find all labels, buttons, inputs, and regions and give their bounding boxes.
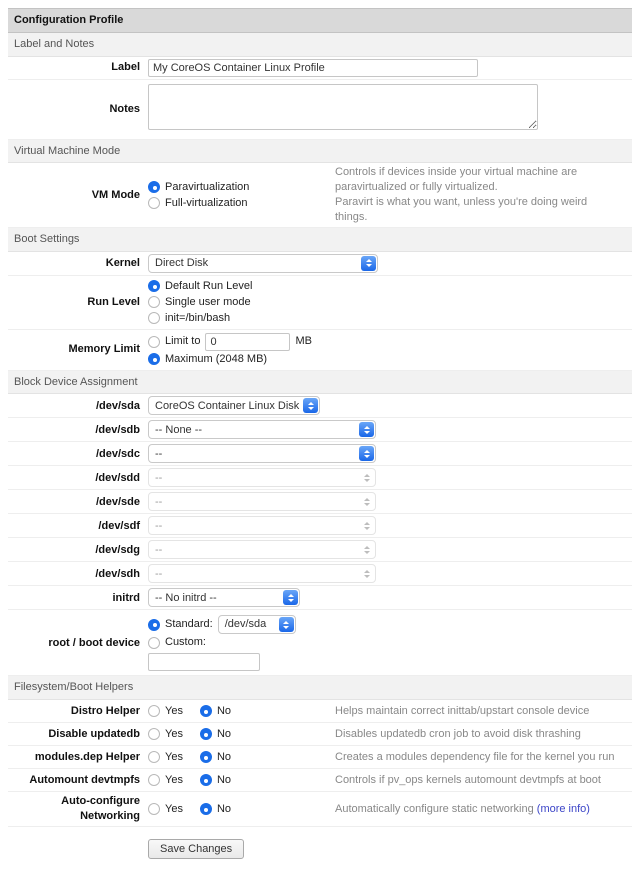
select-stepper-icon bbox=[359, 446, 374, 461]
sdf-select: -- bbox=[148, 516, 376, 535]
block-device-row-sdd bbox=[8, 466, 632, 490]
section-boot-settings: Boot Settings bbox=[8, 228, 632, 252]
automount-devtmpfs-row bbox=[8, 769, 632, 792]
sde-select: -- bbox=[148, 492, 376, 511]
configuration-profile-form bbox=[8, 8, 632, 867]
more-info-link[interactable]: (more info) bbox=[536, 802, 590, 815]
save-changes-button[interactable]: Save Changes bbox=[148, 839, 244, 859]
distro-helper-help: Helps maintain correct inittab/upstart console device bbox=[335, 704, 590, 717]
custom-device-input[interactable] bbox=[148, 653, 260, 671]
run-level-option-init-bash[interactable]: init=/bin/bash bbox=[148, 311, 335, 326]
vm-mode-help: Controls if devices inside your virtual machine are paravirtualized or fully virtualized. Paravirt is what you want, unless you're doing weird things. bbox=[335, 166, 588, 223]
device-label-sdh: /dev/sdh bbox=[95, 567, 140, 580]
sdc-select[interactable]: -- bbox=[148, 444, 376, 463]
auto-configure-help: Automatically configure static networking (more info) bbox=[335, 802, 590, 815]
standard-device-select[interactable]: /dev/sda bbox=[218, 615, 296, 634]
select-stepper-icon bbox=[303, 398, 318, 413]
modules-dep-helper-row bbox=[8, 746, 632, 769]
select-stepper-icon bbox=[279, 617, 294, 632]
select-stepper-icon bbox=[359, 518, 374, 533]
automount-devtmpfs-label: Automount devtmpfs bbox=[29, 773, 140, 786]
modules-dep-helper-label: modules.dep Helper bbox=[34, 750, 140, 763]
memory-limit-input[interactable] bbox=[205, 333, 290, 351]
initrd-label: initrd bbox=[112, 591, 140, 604]
memory-limit-row bbox=[8, 330, 632, 371]
block-device-row-sdg bbox=[8, 538, 632, 562]
select-stepper-icon bbox=[359, 422, 374, 437]
radio-no[interactable] bbox=[200, 705, 212, 717]
vm-mode-option-full-virtualization[interactable]: Full-virtualization bbox=[148, 196, 335, 211]
root-boot-device-label: root / boot device bbox=[48, 636, 140, 649]
radio-no[interactable] bbox=[200, 728, 212, 740]
vm-mode-label: VM Mode bbox=[91, 188, 140, 201]
section-label-and-notes: Label and Notes bbox=[8, 33, 632, 57]
sdh-select: -- bbox=[148, 564, 376, 583]
block-device-row-sdb bbox=[8, 418, 632, 442]
notes-textarea[interactable] bbox=[148, 84, 538, 130]
kernel-label: Kernel bbox=[105, 256, 140, 269]
device-label-sde: /dev/sde bbox=[95, 495, 140, 508]
run-level-row bbox=[8, 276, 632, 330]
automount-no[interactable]: No bbox=[200, 773, 231, 788]
distro-helper-row bbox=[8, 700, 632, 723]
kernel-row bbox=[8, 252, 632, 276]
sdb-select[interactable]: -- None -- bbox=[148, 420, 376, 439]
run-level-option-default[interactable]: Default Run Level bbox=[148, 279, 335, 294]
memory-limit-option-maximum[interactable]: Maximum (2048 MB) bbox=[148, 352, 335, 367]
auto-configure-networking-row bbox=[8, 792, 632, 827]
label-input[interactable] bbox=[148, 59, 478, 77]
disable-updatedb-yes[interactable]: Yes bbox=[148, 727, 183, 742]
disable-updatedb-label: Disable updatedb bbox=[48, 727, 140, 740]
root-device-option-standard[interactable]: Standard: /dev/sda bbox=[148, 615, 335, 634]
radio-limit-to[interactable] bbox=[148, 336, 160, 348]
modules-dep-no[interactable]: No bbox=[200, 750, 231, 765]
block-device-row-sde bbox=[8, 490, 632, 514]
radio-no[interactable] bbox=[200, 803, 212, 815]
vm-mode-row bbox=[8, 163, 632, 227]
disable-updatedb-row bbox=[8, 723, 632, 746]
select-stepper-icon bbox=[361, 256, 376, 271]
automount-help: Controls if pv_ops kernels automount devtmpfs at boot bbox=[335, 773, 601, 786]
radio-yes[interactable] bbox=[148, 705, 160, 717]
notes-field-label: Notes bbox=[109, 102, 140, 115]
radio-no[interactable] bbox=[200, 774, 212, 786]
block-device-row-sdh bbox=[8, 562, 632, 586]
automount-yes[interactable]: Yes bbox=[148, 773, 183, 788]
radio-custom[interactable] bbox=[148, 637, 160, 649]
section-virtual-machine-mode: Virtual Machine Mode bbox=[8, 140, 632, 164]
sdg-select: -- bbox=[148, 540, 376, 559]
distro-helper-label: Distro Helper bbox=[70, 704, 140, 717]
radio-full-virtualization[interactable] bbox=[148, 197, 160, 209]
select-stepper-icon bbox=[359, 494, 374, 509]
section-block-device-assignment: Block Device Assignment bbox=[8, 371, 632, 395]
button-row bbox=[8, 827, 632, 867]
vm-mode-option-paravirtualization[interactable]: Paravirtualization bbox=[148, 180, 335, 195]
device-label-sdb: /dev/sdb bbox=[95, 423, 140, 436]
label-field-label: Label bbox=[111, 61, 140, 74]
radio-yes[interactable] bbox=[148, 803, 160, 815]
select-stepper-icon bbox=[359, 566, 374, 581]
sdd-select: -- bbox=[148, 468, 376, 487]
kernel-select[interactable]: Direct Disk bbox=[148, 254, 378, 273]
radio-yes[interactable] bbox=[148, 728, 160, 740]
radio-default-run-level[interactable] bbox=[148, 280, 160, 292]
radio-no[interactable] bbox=[200, 751, 212, 763]
radio-standard[interactable] bbox=[148, 619, 160, 631]
memory-limit-label: Memory Limit bbox=[68, 343, 140, 356]
notes-row bbox=[8, 80, 632, 140]
device-label-sdc: /dev/sdc bbox=[95, 447, 140, 460]
run-level-label: Run Level bbox=[87, 295, 140, 308]
select-stepper-icon bbox=[359, 470, 374, 485]
device-label-sda: /dev/sda bbox=[95, 399, 140, 412]
device-label-sdd: /dev/sdd bbox=[95, 471, 140, 484]
radio-yes[interactable] bbox=[148, 751, 160, 763]
initrd-select[interactable]: -- No initrd -- bbox=[148, 588, 300, 607]
radio-maximum[interactable] bbox=[148, 353, 160, 365]
radio-paravirtualization[interactable] bbox=[148, 181, 160, 193]
device-label-sdf: /dev/sdf bbox=[98, 519, 140, 532]
memory-limit-option-limit[interactable]: Limit to 0 MB bbox=[148, 333, 335, 351]
block-device-row-sda bbox=[8, 394, 632, 418]
auto-configure-networking-label: Auto-configure Networking bbox=[61, 795, 140, 823]
radio-init-bin-bash[interactable] bbox=[148, 312, 160, 324]
disable-updatedb-help: Disables updatedb cron job to avoid disk thrashing bbox=[335, 727, 581, 740]
modules-dep-yes[interactable]: Yes bbox=[148, 750, 183, 765]
select-stepper-icon bbox=[283, 590, 298, 605]
select-stepper-icon bbox=[359, 542, 374, 557]
label-row bbox=[8, 57, 632, 80]
distro-helper-yes[interactable]: Yes bbox=[148, 704, 183, 719]
auto-configure-yes[interactable]: Yes bbox=[148, 802, 183, 817]
block-device-row-sdc bbox=[8, 442, 632, 466]
disable-updatedb-no[interactable]: No bbox=[200, 727, 231, 742]
auto-configure-no[interactable]: No bbox=[200, 802, 231, 817]
radio-yes[interactable] bbox=[148, 774, 160, 786]
block-device-row-sdf bbox=[8, 514, 632, 538]
page-title: Configuration Profile bbox=[8, 8, 632, 33]
radio-single-user-mode[interactable] bbox=[148, 296, 160, 308]
initrd-row bbox=[8, 586, 632, 610]
run-level-option-single-user[interactable]: Single user mode bbox=[148, 295, 335, 310]
modules-dep-help: Creates a modules dependency file for the kernel you run bbox=[335, 750, 615, 763]
device-label-sdg: /dev/sdg bbox=[95, 543, 140, 556]
sda-select[interactable]: CoreOS Container Linux Disk bbox=[148, 396, 320, 415]
section-filesystem-boot-helpers: Filesystem/Boot Helpers bbox=[8, 676, 632, 700]
root-boot-device-row bbox=[8, 610, 632, 676]
root-device-option-custom[interactable]: Custom: bbox=[148, 635, 335, 650]
distro-helper-no[interactable]: No bbox=[200, 704, 231, 719]
